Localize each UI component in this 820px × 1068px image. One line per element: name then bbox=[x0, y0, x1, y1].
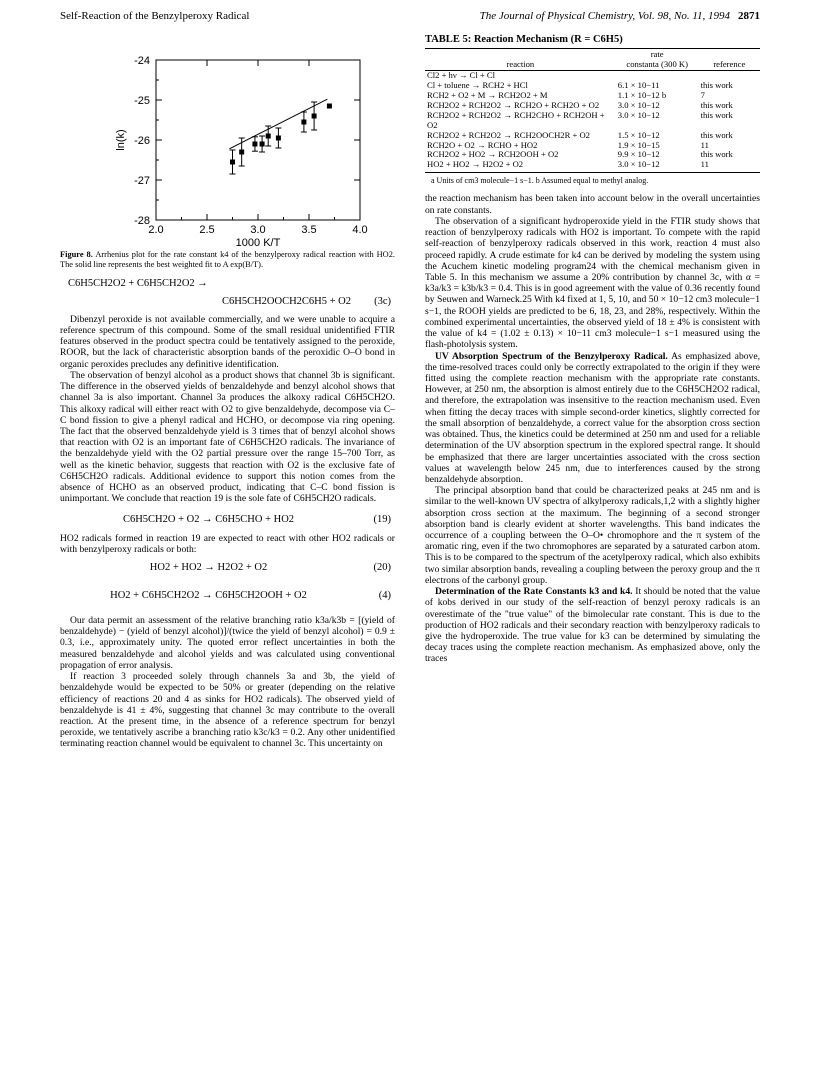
reaction-cell: RCH2 + O2 + M → RCH2O2 + M bbox=[427, 90, 548, 101]
right-column bbox=[425, 34, 760, 665]
figure-caption-label: Figure 8. bbox=[60, 250, 93, 259]
y-tick-label: -28 bbox=[134, 215, 150, 227]
y-axis-label: ln(k) bbox=[115, 129, 127, 151]
data-point bbox=[266, 134, 271, 139]
paragraph: HO2 radicals formed in reaction 19 are expected to react with other HO2 radicals or with benzylperoxy radicals or both: bbox=[60, 532, 395, 555]
table-footnote: a Units of cm3 molecule−1 s−1. b Assumed equal to methyl analog. bbox=[431, 176, 649, 186]
reaction-cell: RCH2O2 + RCH2O2 → RCH2CHO + RCH2OH + O2 bbox=[427, 109, 605, 130]
paragraph: The observation of benzyl alcohol as a product shows that channel 3b is significant. The difference in the observed yields of benzaldehyde and benzyl alcohol shows that channel 3a is also important. Channel 3a produces the alkoxy radical C6H5CH2O. This alkoxy radical will either react with O2 to give benzaldehyde, decompose via C–C bond fission to give a phenyl radical and HCHO, or decompose via ring opening. The fact that the observed benzaldehyde yield is 3 times that of benzyl alcohol shows that reaction with O2 is an important fate of C6H5CH2O radicals. The invariance of the benzaldehyde yield with the O2 partial pressure over the range 15–700 Torr, as well as the kinetic behavior, suggests that reaction with O2 is the exclusive fate of C6H5CH2O radicals. Additional evidence to support this notion comes from the absence of HCHO as an observed product, indicating that C–C bond fission is unimportant. We conclude that reaction 19 is the sole fate of C6H5CH2O radicals. bbox=[60, 369, 395, 505]
reference-cell: 7 bbox=[700, 90, 705, 101]
reference-cell: 11 bbox=[700, 139, 709, 150]
y-tick-label: -27 bbox=[134, 175, 150, 187]
section-heading: Determination of the Rate Constants k3 and k4. bbox=[435, 586, 633, 598]
running-title: Self-Reaction of the Benzylperoxy Radical bbox=[60, 10, 250, 22]
paragraph: Dibenzyl peroxide is not available commercially, and we were unable to acquire a reference spectrum of this compound. Some of the small residual unidentified FTIR features observed in the product spectra could be tentatively assigned to the peroxide, ROOR, but the lack of characteristic absorption bands of the peroxidic O–O bond in organic peroxides precludes any definitive identification. bbox=[60, 313, 395, 370]
reaction-cell: RCH2O2 + RCH2O2 → RCH2OOCH2R + O2 bbox=[427, 129, 590, 140]
rate-cell: 6.1 × 10−11 bbox=[617, 80, 660, 91]
rate-cell: 1.1 × 10−12 b bbox=[617, 90, 667, 101]
paragraph: The observation of a significant hydroperoxide yield in the FTIR study shows that reaction of benzylperoxy radicals with HO2 is important. To compete with the rapid self-reaction of benzylperoxy radicals observed in this work, reaction 4 must also proceed rapidly. A crude estimate for k4 can be derived by modeling the system using the Acuchem kinetic modeling program24 with the chemical mechanism given in Table 5. In this mechanism we assume a 20% contribution by channel 3c, with α = k3a/k3 = k3b/k3 = 0.4. This is in good agreement with the value of 0.36 recently found by Seuwen and Warneck.25 With k4 fixed at 1, 5, 10, and 50 × 10−12 cm3 molecule−1 s−1, the ROOH yields are predicted to be 6, 18, 23, and 28%, respectively. Within the combined experimental uncertainties, the observed yield of 18 ± 4% is consistent with the value of k4 = (1.02 ± 0.13) × 10−11 cm3 molecule−1 s−1 measured using the flash-photolysis system. bbox=[425, 215, 760, 351]
chart-marks bbox=[229, 99, 331, 174]
reference-cell: this work bbox=[700, 109, 733, 120]
reference-cell: this work bbox=[700, 149, 733, 160]
x-tick-label: 2.5 bbox=[199, 224, 215, 236]
figure-caption-text: Arrhenius plot for the rate constant k4 of the benzylperoxy radical reaction with HO2. The solid line represents the best weighted fit to A exp(B/T). bbox=[60, 250, 395, 269]
table-row bbox=[425, 111, 760, 131]
paragraph: The principal absorption band that could be characterized peaks at 245 nm and is similar to the well-known UV spectra of alkylperoxy radicals,1,2 with a slightly higher absorption cross section at the maximum. The beginning of a second stronger absorption band is clearly evident at shorter wavelengths. This band indicates the occurrence of a coupling between the O–O• chromophore and the π system of the aromatic ring, even if the two chromophores are separated by a saturated carbon atom. This is to be compared to the spectrum of the acetylperoxy radical, which also exhibits two similar absorption bands, revealing a coupling between the peroxy group and the π electrons of the carbonyl group. bbox=[425, 485, 760, 586]
rate-cell: 1.9 × 10−15 bbox=[617, 139, 660, 150]
rate-cell: 3.0 × 10−12 bbox=[617, 109, 660, 120]
column-header-rate-top: rate bbox=[616, 49, 699, 60]
paragraph: UV Absorption Spectrum of the Benzylperoxy Radical. As emphasized above, the time-resolved traces could only be correctly extrapolated to the origin if they were fitted using the complete reaction mechanism with the appropriate rate constants. However, at 250 nm, the absorption is almost entirely due to the C6H5CH2O2 radical, and therefore, the extrapolation was insensitive to the reaction mechanism used. Even when fitting the decay traces with simple second-order kinetics, slightly corrected for the small absorption of benzaldehyde, a correct value for the absorption cross section was obtained. Thus, the kinetics could be determined at 250 nm and used for a reliable determination of the UV absorption spectrum in the explored spectral range. It should be emphasized that there are larger uncertainties associated with the cross section values at wavelength below 245 nm, due to interferences caused by the strong benzaldehyde absorption. bbox=[425, 350, 760, 485]
rate-cell: 3.0 × 10−12 bbox=[617, 100, 660, 110]
equation-20: HO2 + HO2 → H2O2 + O2 (20) bbox=[149, 561, 391, 573]
data-point bbox=[239, 150, 244, 155]
x-tick-label: 2.0 bbox=[148, 224, 164, 236]
data-point bbox=[230, 160, 235, 165]
reaction-cell: Cl + toluene → RCH2 + HCl bbox=[427, 80, 528, 91]
paragraph: If reaction 3 proceeded solely through channels 3a and 3b, the yield of benzaldehyde would be expected to be 50% or greater (depending on the relative efficiency of reactions 20 and 4 as sinks for HO2 radicals). The observed yield of benzaldehyde is 41 ± 4%, suggesting that channel 3c may contribute to the overall reaction. At the present time, in the absence of a reference spectrum for benzyl peroxide, we tentatively ascribe a branching ratio k3c/k3 = 0.2. Any other unidentified terminating reaction channel would be equivalent to channel 3c. This uncertainty on bbox=[60, 671, 395, 750]
left-column bbox=[60, 34, 395, 750]
page-number: 2871 bbox=[738, 10, 760, 22]
column-header-reaction: reaction bbox=[425, 59, 616, 71]
reference-cell: 11 bbox=[699, 160, 760, 172]
column-header-reference: reference bbox=[699, 59, 760, 71]
reference-cell: this work bbox=[700, 129, 733, 140]
section-heading: UV Absorption Spectrum of the Benzylperoxy Radical. bbox=[435, 350, 668, 362]
plot-frame bbox=[156, 60, 360, 220]
reaction-cell: RCH2O2 + RCH2O2 → RCH2O + RCH2O + O2 bbox=[427, 100, 600, 110]
arrhenius-figure bbox=[60, 34, 395, 246]
data-point bbox=[276, 136, 281, 141]
reaction-mechanism-table bbox=[425, 48, 760, 173]
figure-caption bbox=[60, 250, 395, 270]
data-point bbox=[301, 120, 306, 125]
x-tick-label: 3.5 bbox=[301, 224, 317, 236]
arrhenius-chart bbox=[60, 34, 395, 246]
rate-cell: 3.0 × 10−12 bbox=[616, 160, 699, 172]
table-row bbox=[425, 160, 760, 172]
rate-cell: 9.9 × 10−12 bbox=[617, 149, 660, 160]
reaction-cell: HO2 + HO2 → H2O2 + O2 bbox=[425, 160, 616, 172]
data-point bbox=[327, 104, 332, 109]
column-header-rate: constanta (300 K) bbox=[616, 59, 699, 71]
reference-cell: this work bbox=[700, 100, 733, 110]
page-header bbox=[60, 10, 760, 26]
reaction-cell: Cl2 + hν → Cl + Cl bbox=[427, 70, 496, 81]
y-tick-label: -24 bbox=[134, 55, 150, 67]
paragraph: Determination of the Rate Constants k3 and k4. It should be noted that the value of kobs derived in our study of the self-reaction of benzyl peroxy radicals is an overestimate of the "true value" of the bimolecular rate constant. This is due to the production of HO2 radicals and their secondary reaction with benzylperoxy radicals to give the hydroperoxide. The true value for k3 can be determined by simulating the decay traces using the complete reaction mechanism. As emphasized above, only the traces bbox=[425, 586, 761, 665]
equation-19: C6H5CH2O + O2 → C6H5CHO + HO2 (19) bbox=[122, 513, 391, 525]
equation-3c: C6H5CH2O2 + C6H5CH2O2 → C6H5CH2OOCH2C6H5 + O2 (3c) bbox=[68, 277, 391, 307]
equation-4: HO2 + C6H5CH2O2 → C6H5CH2OOH + O2 (4) bbox=[110, 589, 391, 601]
data-point bbox=[312, 114, 317, 119]
reaction-cell: RCH2O2 + HO2 → RCH2OOH + O2 bbox=[427, 149, 559, 160]
x-axis-label: 1000 K/T bbox=[235, 237, 281, 246]
journal-citation: The Journal of Physical Chemistry, Vol. 98, No. 11, 1994 2871 bbox=[479, 10, 760, 22]
y-tick-label: -25 bbox=[134, 95, 150, 107]
data-point bbox=[252, 142, 257, 147]
y-tick-label: -26 bbox=[134, 135, 150, 147]
rate-cell: 1.5 × 10−12 bbox=[617, 129, 660, 140]
x-tick-label: 4.0 bbox=[352, 224, 368, 236]
reaction-cell: RCH2O + O2 → RCHO + HO2 bbox=[427, 139, 538, 150]
paragraph: Our data permit an assessment of the relative branching ratio k3a/k3b = [(yield of benzaldehyde) − (yield of benzyl alcohol)]/(twice the yield of benzyl alcohol) = 0.9 ± 0.3, i.e., approximately unity. The quoted error reflect uncertainties in both the measured benzaldehyde and alcohol yields and was calculated using conventional propagation of error analysis. bbox=[60, 614, 395, 671]
paragraph: the reaction mechanism has been taken into account below in the overall uncertainties on rate constants. bbox=[425, 193, 760, 216]
x-tick-label: 3.0 bbox=[250, 224, 266, 236]
reference-cell: this work bbox=[700, 80, 733, 91]
data-point bbox=[260, 142, 265, 147]
table-title: TABLE 5: Reaction Mechanism (R = C6H5) bbox=[425, 34, 623, 45]
